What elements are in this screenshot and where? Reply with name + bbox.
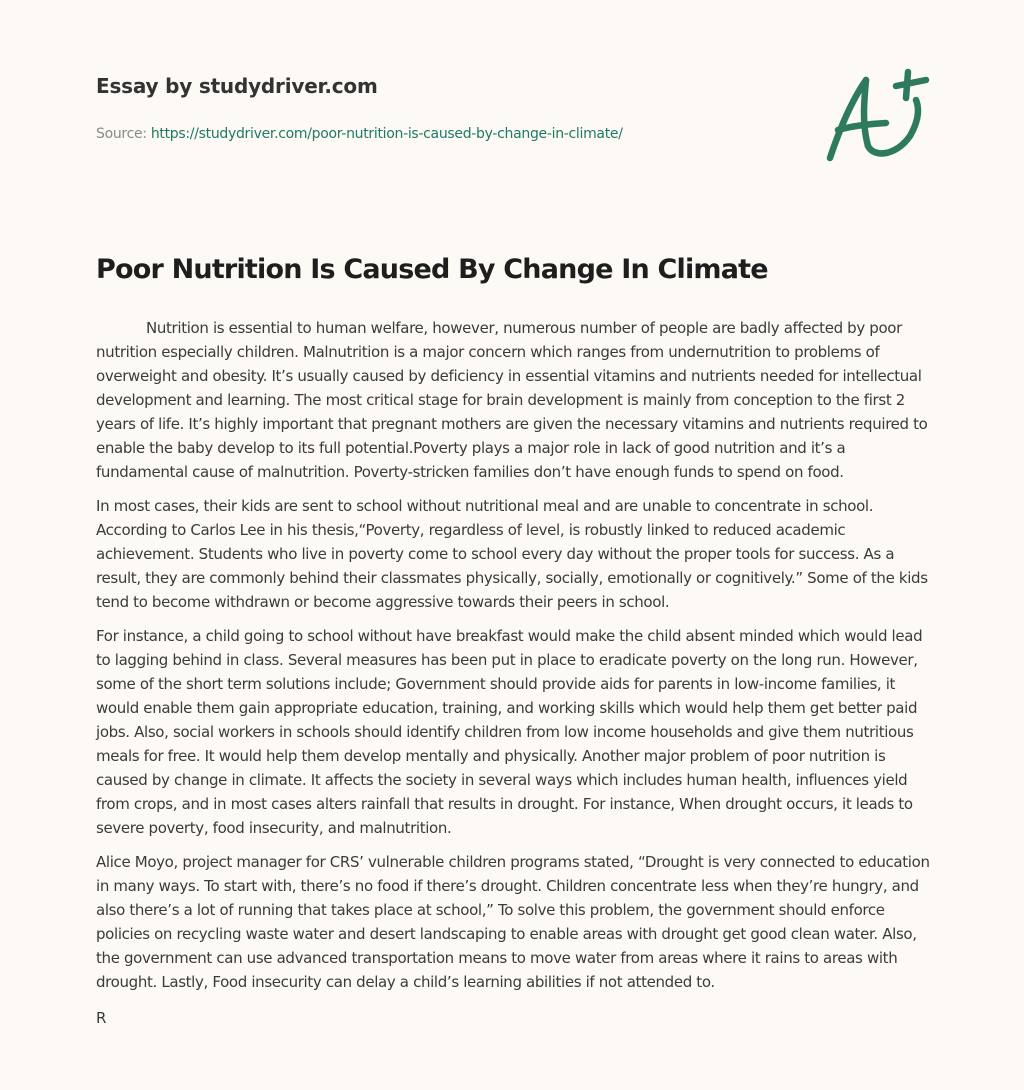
essay-paragraph: For instance, a child going to school without have breakfast would make the child absent minded which would lead to lagging behind in class. Several measures has been put in place to eradicate poverty on the long run. However, some of the short term solutions include; Government should provide aids for parents in low-income families, it would enable them gain appropriate education, training, and working skills which would help them get better paid jobs. Also, social workers in schools should identify children from low income households and give them nutritious meals for free. It would help them develop mentally and physically. Another major problem of poor nutrition is caused by change in climate. It affects the society in several ways which includes human health, influences yield from crops, and in most cases alters rainfall that results in drought. For instance, When drought occurs, it leads to severe poverty, food insecurity, and malnutrition. (96, 627, 923, 837)
source-label: Source: (96, 126, 147, 142)
essay-paragraph: Nutrition is essential to human welfare, however, numerous number of people are badly affected by poor nutrition especially children. Malnutrition is a major concern which ranges from undernutrition to problems of overweight and obesity. It’s usually caused by deficiency in essential vitamins and nutrients needed for intellectual development and learning. The most critical stage for brain development is mainly from conception to the first 2 years of life. It’s highly important that pregnant mothers are given the necessary vitamins and nutrients required to enable the baby develop to its full potential.Poverty plays a major role in lack of good nutrition and it’s a fundamental cause of malnutrition. Poverty-stricken families don’t have enough funds to spend on food. (96, 319, 928, 481)
essay-body (96, 316, 932, 1040)
essay-paragraph: Alice Moyo, project manager for CRS’ vulnerable children programs stated, “Drought is very connected to education in many ways. To start with, there’s no food if there’s drought. Children concentrate less when they’re hungry, and also there’s a lot of running that takes place at school,” To solve this problem, the government should enforce policies on recycling waste water and desert landscaping to enable areas with drought get good clean water. Also, the government can use advanced transportation means to move water from areas where it rains to areas with drought. Lastly, Food insecurity can delay a child’s learning abilities if not attended to. (96, 853, 930, 991)
essay-paragraph: In most cases, their kids are sent to school without nutritional meal and are unable to concentrate in school. According to Carlos Lee in his thesis,“Poverty, regardless of level, is robustly linked to reduced academic achievement. Students who live in poverty come to school every day without the proper tools for success. As a result, they are commonly behind their classmates physically, socially, emotionally or cognitively.” Some of the kids tend to become withdrawn or become aggressive towards their peers in school. (96, 497, 928, 611)
source-line (96, 126, 796, 142)
a-plus-grade-icon (822, 66, 932, 166)
essay-trailing-text: R (96, 1009, 107, 1027)
page-header (96, 74, 796, 142)
source-link[interactable]: https://studydriver.com/poor-nutrition-is-caused-by-change-in-climate/ (150, 126, 623, 142)
essay-title: Poor Nutrition Is Caused By Change In Climate (96, 254, 768, 285)
site-title: Essay by studydriver.com (96, 74, 378, 98)
